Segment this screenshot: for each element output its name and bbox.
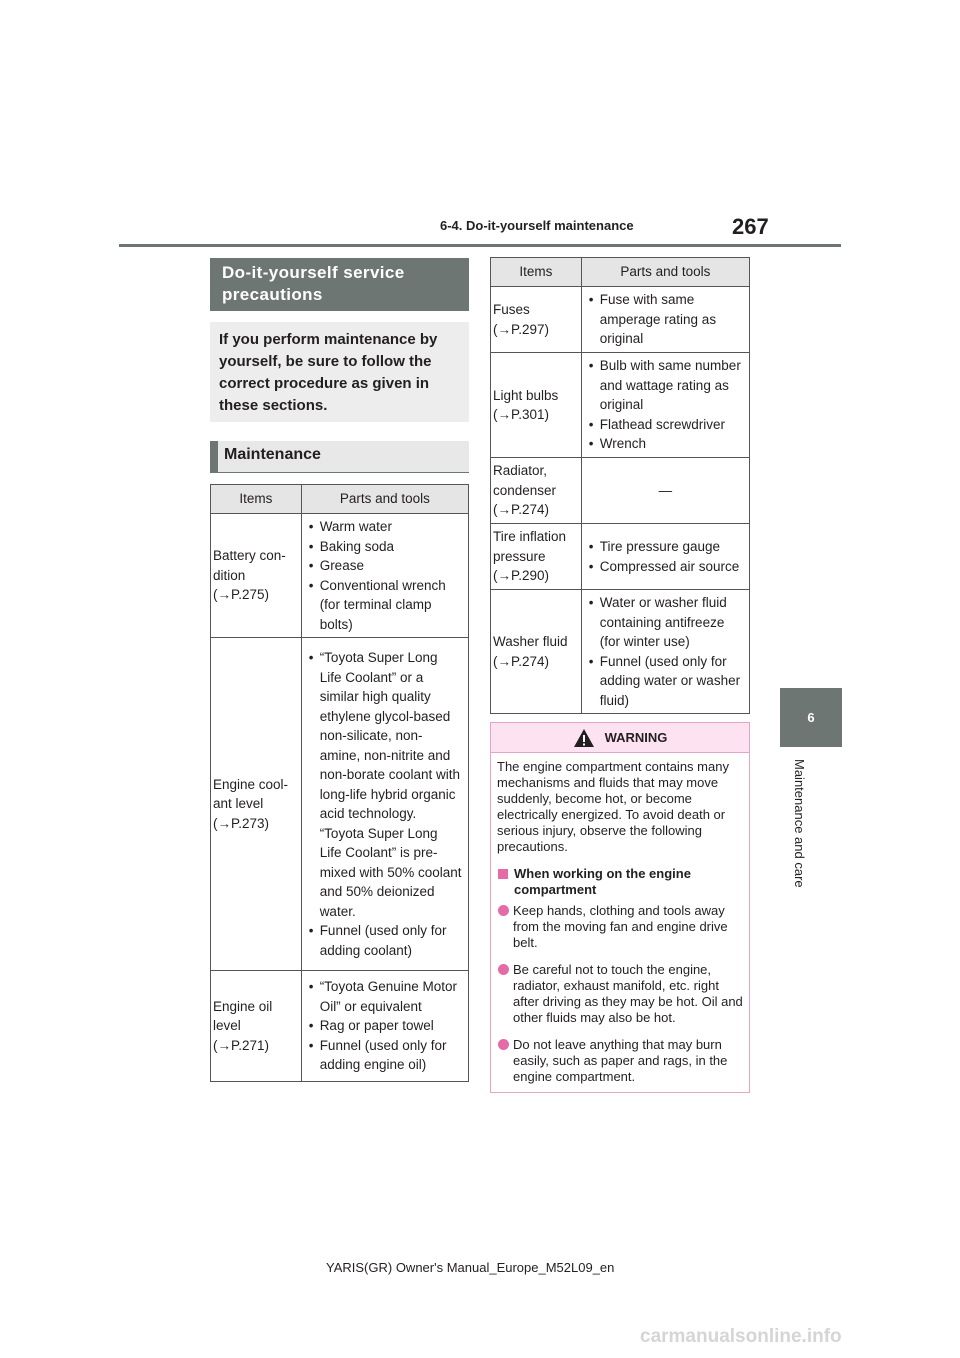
parts-cell [581,353,749,458]
item-line: (→P.275) [213,587,270,603]
list-item: • “Toyota Genuine Motor Oil” or equivalent [308,977,462,1016]
item-line: Washer fluid [493,634,568,649]
warning-body [491,753,749,1085]
item-line: (→P.301) [493,407,550,422]
list-item: • Water or washer fluid containing antifreeze (for winter use) [588,593,743,652]
item-cell [491,353,582,458]
parts-list [588,593,743,710]
footer-text: YARIS(GR) Owner's Manual_Europe_M52L09_en [326,1260,615,1275]
table-row [491,287,750,353]
table-row [491,458,750,524]
item-line: level [213,1018,241,1034]
column-header-parts: Parts and tools [301,485,468,514]
item-line: Engine cool- [213,776,289,792]
parts-cell [301,638,468,971]
item-line: (→P.274) [493,653,550,669]
list-item: • Funnel (used only for adding coolant) [308,921,462,960]
parts-table [490,257,750,714]
parts-list [308,648,462,960]
circle-bullet-icon [498,1039,509,1050]
square-bullet-icon [498,869,508,879]
table-row [211,638,469,971]
parts-cell [581,524,749,590]
chapter-title: Maintenance and care [792,759,807,888]
table-row [211,971,469,1082]
item-cell [211,638,302,971]
parts-cell [581,590,749,714]
circle-bullet-icon [498,905,509,916]
parts-cell [301,514,468,638]
warning-header [491,723,749,753]
list-item: • Fuse with same amperage rating as original [588,290,743,349]
column-header-items: Items [491,258,582,287]
item-line: Battery con- [213,548,286,564]
item-cell [491,524,582,590]
item-cell [211,971,302,1082]
item-line: pressure [493,548,546,564]
item-line: condenser [493,482,557,498]
dash-mark: — [658,482,673,498]
list-item: • “Toyota Super Long Life Coolant” or a similar high quality ethylene glycol-based non-silicate, non-amine, non-nitrite and non-borate coolant with long-life hybrid organic acid technology. “Toyota Super Long Life Coolant” is pre-mixed with 50% coolant and 50% deionized water. [308,648,462,921]
item-line: (→P.297) [493,321,550,337]
item-line: Light bulbs [493,387,559,403]
list-item: • Baking soda [308,537,462,557]
table-row [491,353,750,458]
chapter-tab[interactable]: 6 [780,688,842,747]
parts-list [308,977,462,1075]
list-item: • Flathead screwdriver [588,415,743,435]
item-line: dition [213,567,246,583]
parts-list [588,537,743,576]
table-row [491,524,750,590]
item-line: Fuses [493,302,530,317]
circle-bullet-icon [498,964,509,975]
warning-box [490,722,750,1093]
parts-list [588,356,743,454]
list-item: • Grease [308,556,462,576]
parts-list [588,290,743,349]
warning-title: WARNING [604,730,668,745]
item-line: Engine oil [213,998,273,1014]
parts-cell [581,458,749,524]
watermark: carmanualsonline.info [640,1326,842,1347]
item-line: (→P.290) [493,568,550,584]
header-divider [119,244,841,247]
list-item: • Wrench [588,434,743,454]
list-item: • Tire pressure gauge [588,537,743,557]
list-item: • Conventional wrench (for terminal clamp bolts) [308,576,462,635]
warning-bullet: Do not leave anything that may burn easily, such as paper and rags, in the engine compartment. [497,1037,743,1085]
list-item: • Warm water [308,517,462,537]
warning-bullet: Keep hands, clothing and tools away from the moving fan and engine drive belt. [497,903,743,951]
item-cell [491,458,582,524]
warning-intro: The engine compartment contains many mechanisms and fluids that may move suddenly, become hot, or become electrically energized. To avoid death or serious injury, observe the following precautions. [497,759,729,854]
list-item: • Bulb with same number and wattage rating as original [588,356,743,415]
table-row [491,590,750,714]
item-line: (→P.274) [493,502,550,518]
item-cell [211,514,302,638]
item-line: Radiator, [493,463,548,479]
warning-triangle-icon [573,728,595,748]
item-line: ant level [213,796,264,812]
maintenance-table [210,484,469,1082]
intro-text: If you perform maintenance by yourself, be sure to follow the correct procedure as given in these sections. [210,322,469,422]
list-item: • Funnel (used only for adding engine oil) [308,1036,462,1075]
item-cell [491,287,582,353]
column-header-items: Items [211,485,302,514]
section-heading: Do-it-yourself service precautions [210,258,469,311]
item-cell [491,590,582,714]
subheading-maintenance: Maintenance [210,441,469,473]
list-item: • Funnel (used only for adding water or washer fluid) [588,652,743,711]
warning-bullet: Be careful not to touch the engine, radiator, exhaust manifold, etc. right after driving as they may be hot. Oil and other fluids may also be hot. [497,962,743,1026]
warning-subheading: When working on the engine compartment [497,866,743,898]
column-header-parts: Parts and tools [581,258,749,287]
parts-cell [301,971,468,1082]
item-line: (→P.271) [213,1037,270,1053]
item-line: (→P.273) [213,815,270,831]
list-item: • Rag or paper towel [308,1016,462,1036]
list-item: • Compressed air source [588,557,743,577]
page-number: 267 [732,214,769,239]
section-title: 6-4. Do-it-yourself maintenance [440,218,634,233]
item-line: Tire inflation [493,529,567,545]
parts-list [308,517,462,634]
table-row [211,514,469,638]
parts-cell [581,287,749,353]
